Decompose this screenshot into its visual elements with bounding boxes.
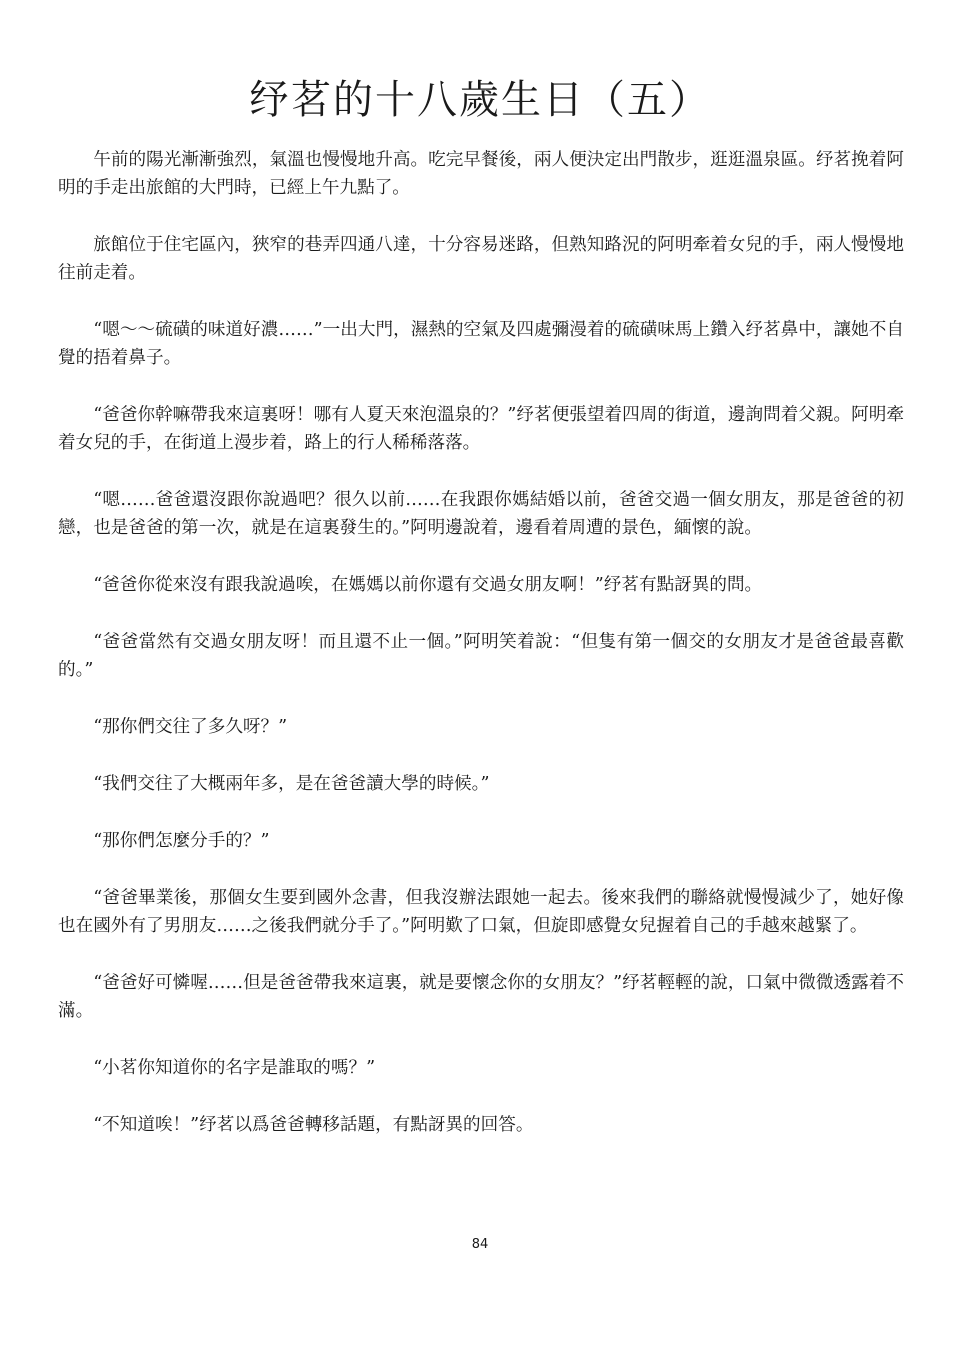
paragraph: 午前的陽光漸漸強烈，氣溫也慢慢地升高。吃完早餐後，兩人便決定出門散步，逛逛溫泉區。纾茗挽着阿明的手走出旅館的大門時，已經上午九點了。 [58,150,904,198]
chapter-body [58,146,904,1168]
paragraph: “爸爸好可憐喔……但是爸爸帶我來這裏，就是要懷念你的女朋友？”纾茗輕輕的說，口氣中微微透露着不滿。 [58,973,904,1021]
chapter-title: 纾茗的十八歲生日（五） [249,77,711,123]
paragraph: “我們交往了大概兩年多，是在爸爸讀大學的時候。” [93,774,490,794]
paragraph: “爸爸畢業後，那個女生要到國外念書，但我沒辦法跟她一起去。後來我們的聯絡就慢慢減少了，她好像也在國外有了男朋友……之後我們就分手了。”阿明歎了口氣，但旋即感覺女兒握着自己的手越來越緊了。 [58,888,904,936]
paragraph: “嗯……爸爸還沒跟你說過吧？很久以前……在我跟你媽結婚以前，爸爸交過一個女朋友，那是爸爸的初戀，也是爸爸的第一次，就是在這裏發生的。”阿明邊說着，邊看着周遭的景色，緬懷的說。 [58,490,904,538]
paragraph: “不知道唉！”纾茗以爲爸爸轉移話題，有點訝異的回答。 [93,1115,534,1135]
paragraph: “爸爸你幹嘛帶我來這裏呀！哪有人夏天來泡溫泉的？”纾茗便張望着四周的街道，邊詢問着父親。阿明牽着女兒的手，在街道上漫步着，路上的行人稀稀落落。 [58,405,904,453]
paragraph: “小茗你知道你的名字是誰取的嗎？” [93,1058,376,1078]
paragraph: “爸爸當然有交過女朋友呀！而且還不止一個。”阿明笑着說：“但隻有第一個交的女朋友才是爸爸最喜歡的。” [58,632,904,680]
paragraph: 旅館位于住宅區內，狹窄的巷弄四通八達，十分容易迷路，但熟知路況的阿明牽着女兒的手，兩人慢慢地往前走着。 [58,235,904,283]
paragraph: “那你們怎麼分手的？” [93,831,270,851]
page-number: 84 [471,1237,489,1252]
paragraph: “嗯～～硫磺的味道好濃……”一出大門，濕熱的空氣及四處彌漫着的硫磺味馬上鑽入纾茗鼻中，讓她不自覺的捂着鼻子。 [58,320,904,368]
paragraph: “那你們交往了多久呀？” [93,717,288,737]
paragraph: “爸爸你從來沒有跟我說過唉，在媽媽以前你還有交過女朋友啊！”纾茗有點訝異的問。 [93,575,763,595]
